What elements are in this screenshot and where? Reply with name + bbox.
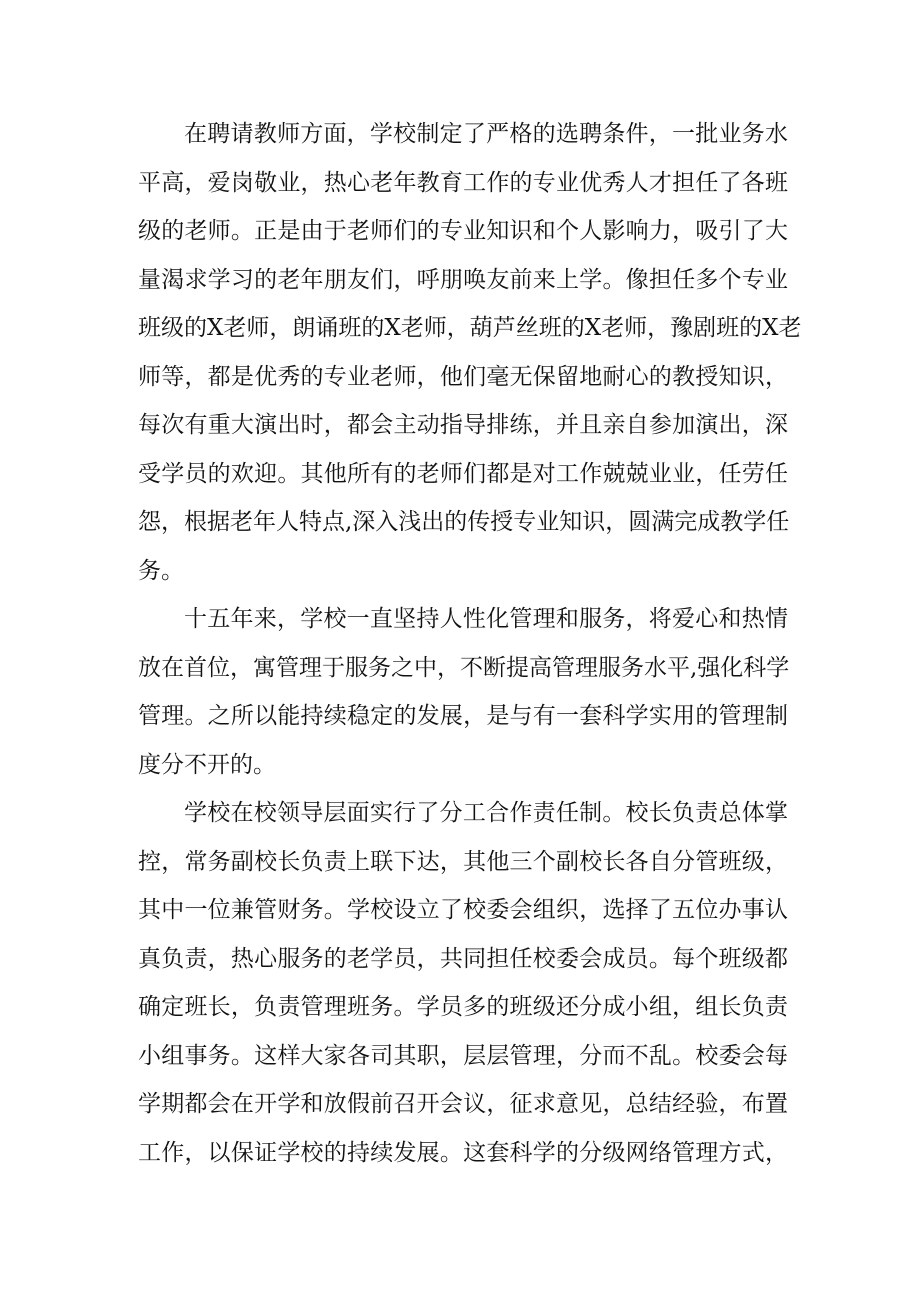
text-line: 级的老师。正是由于老师们的专业知识和个人影响力，吸引了大: [138, 218, 788, 244]
text-line: 务。: [138, 557, 184, 584]
text-line: 班级的X老师，朗诵班的X老师，葫芦丝班的X老师，豫剧班的X老: [138, 315, 802, 341]
text-line: 管理。之所以能持续稳定的发展，是与有一套科学实用的管理制: [138, 703, 788, 729]
text-line: 控，常务副校长负责上联下达，其他三个副校长各自分管班级，: [138, 848, 788, 875]
text-line: 真负责，热心服务的老学员，共同担任校委会成员。每个班级都: [138, 945, 788, 972]
text-line: 小组事务。这样大家各司其职，层层管理，分而不乱。校委会每: [138, 1042, 788, 1069]
text-line: 确定班长，负责管理班务。学员多的班级还分成小组，组长负责: [138, 994, 788, 1020]
paragraph-responsibility: [138, 789, 788, 1177]
text-line: 每次有重大演出时，都会主动指导排练，并且亲自参加演出，深: [138, 412, 788, 438]
text-line: 学校在校领导层面实行了分工合作责任制。校长负责总体掌: [184, 800, 788, 826]
text-line: 放在首位，寓管理于服务之中，不断提高管理服务水平,强化科学: [138, 654, 790, 681]
text-line: 其中一位兼管财务。学校设立了校委会组织，选择了五位办事认: [138, 897, 788, 923]
document-body: [138, 110, 802, 1177]
paragraph-management: [138, 595, 788, 789]
text-line: 学期都会在开学和放假前召开会议，征求意见，总结经验，布置: [138, 1091, 788, 1117]
text-line: 怨，根据老年人特点,深入浅出的传授专业知识，圆满完成教学任: [138, 509, 790, 535]
text-line: 师等，都是优秀的专业老师，他们毫无保留地耐心的教授知识，: [138, 363, 788, 390]
text-line: 在聘请教师方面，学校制定了严格的选聘条件，一批业务水: [184, 121, 788, 147]
paragraph-teachers: [138, 110, 802, 595]
text-line: 度分不开的。: [138, 751, 276, 778]
text-line: 受学员的欢迎。其他所有的老师们都是对工作兢兢业业，任劳任: [138, 460, 788, 487]
text-line: 量渴求学习的老年朋友们，呼朋唤友前来上学。像担任多个专业: [138, 266, 788, 293]
text-line: 平高，爱岗敬业，热心老年教育工作的专业优秀人才担任了各班: [138, 169, 788, 196]
text-line: 工作，以保证学校的持续发展。这套科学的分级网络管理方式，: [138, 1139, 788, 1166]
text-line: 十五年来，学校一直坚持人性化管理和服务，将爱心和热情: [184, 606, 788, 632]
